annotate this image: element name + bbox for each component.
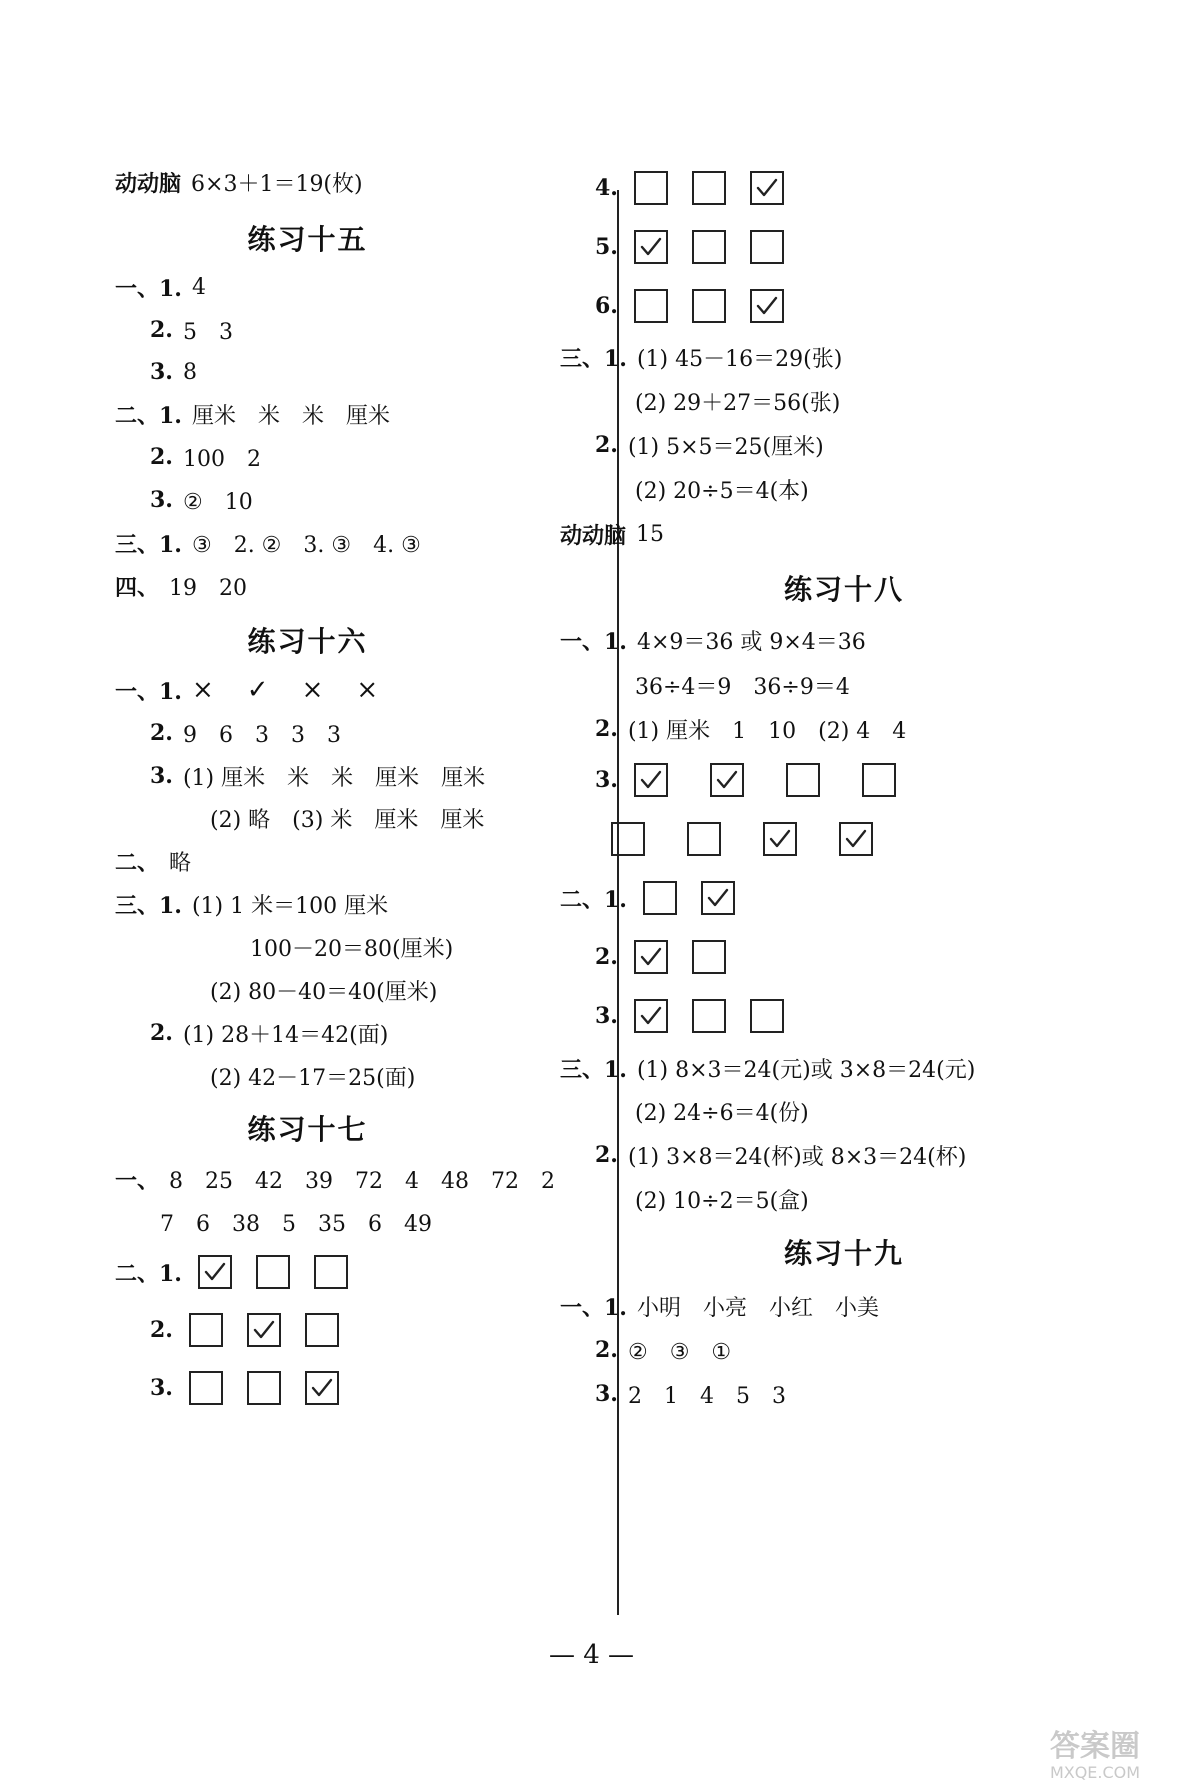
section-title-15: 练习十五 — [247, 223, 368, 256]
answer-row: 3. (1) 厘米 米 米 厘米 厘米 — [150, 763, 486, 791]
box-row — [115, 1252, 372, 1292]
answer-row: 二、1. 厘米 米 米 厘米 — [115, 402, 390, 429]
section-title-16: 练习十六 — [247, 625, 368, 658]
answer-boxes — [198, 1255, 372, 1289]
answer-row: 2. (1) 厘米 1 10 (2) 4 4 — [595, 716, 907, 744]
answer-row: 三、1. ③ 2. ② 3. ③ 4. ③ — [115, 531, 421, 558]
empty-box — [687, 822, 721, 856]
watermark-logo — [1025, 1722, 1165, 1782]
answer-row: 一、1. 4 — [115, 274, 206, 302]
item-number: 3. — [150, 1375, 173, 1401]
checkmark-icon — [842, 825, 870, 853]
answer-row: 三、1. (1) 1 米＝100 厘米 — [115, 892, 389, 919]
answer-boxes — [634, 763, 938, 797]
empty-box — [862, 763, 896, 797]
intro-line — [115, 162, 363, 202]
answer-row: 3. 2 1 4 5 3 — [595, 1381, 786, 1409]
empty-box — [692, 940, 726, 974]
item-number: 3. — [595, 767, 618, 793]
empty-box — [643, 881, 677, 915]
empty-box — [750, 999, 784, 1033]
checked-box — [634, 763, 668, 797]
empty-box — [189, 1313, 223, 1347]
mark: × — [191, 675, 214, 705]
answer-row: 7 6 38 5 35 6 49 — [160, 1211, 432, 1237]
box-row — [150, 1310, 363, 1350]
checked-box — [305, 1371, 339, 1405]
box-row — [595, 286, 808, 326]
watermark-url: MXQE.COM — [1049, 1763, 1141, 1782]
answer-row: (2) 24÷6＝4(份) — [635, 1100, 809, 1126]
answer-row: 2. ② ③ ① — [595, 1337, 732, 1365]
empty-box — [750, 230, 784, 264]
section-title-19: 练习十九 — [783, 1237, 904, 1270]
checked-box — [710, 763, 744, 797]
answer-row: (2) 20÷5＝4(本) — [635, 478, 809, 504]
empty-box — [314, 1255, 348, 1289]
box-row — [595, 760, 938, 800]
section-title-17: 练习十七 — [247, 1113, 368, 1146]
checked-box — [839, 822, 873, 856]
item-number: 二、1. — [115, 1260, 182, 1287]
box-row — [595, 996, 808, 1036]
answer-row: 三、1. (1) 45－16＝29(张) — [560, 345, 843, 372]
box-row — [595, 168, 808, 208]
empty-box — [634, 289, 668, 323]
checkmark-icon — [704, 884, 732, 912]
item-number: 二、1. — [560, 886, 627, 913]
checked-box — [634, 940, 668, 974]
answer-row: 2. (1) 3×8＝24(杯)或 8×3＝24(杯) — [595, 1142, 967, 1170]
box-row — [595, 819, 915, 859]
checkmark-icon — [637, 943, 665, 971]
answer-row: 四、 19 20 — [115, 574, 248, 601]
item-number: 2. — [595, 944, 618, 970]
answer-row: 2. (1) 5×5＝25(厘米) — [595, 432, 824, 460]
checked-box — [750, 289, 784, 323]
checkmark-icon — [637, 1002, 665, 1030]
answer-row: 一、 8 25 42 39 72 4 48 72 2 — [115, 1167, 555, 1194]
answer-row: 2. 5 3 — [150, 317, 233, 345]
checkmark-icon — [201, 1258, 229, 1286]
intro-label: 动动脑 — [115, 170, 182, 197]
mark: × — [301, 675, 324, 705]
empty-box — [305, 1313, 339, 1347]
answer-boxes — [643, 881, 759, 915]
box-row — [595, 227, 808, 267]
mark: ✓ — [246, 675, 269, 705]
answer-boxes — [189, 1313, 363, 1347]
box-row — [595, 937, 750, 977]
empty-box — [256, 1255, 290, 1289]
answer-row: 二、 略 — [115, 849, 192, 876]
box-row — [560, 878, 759, 918]
checked-box — [750, 171, 784, 205]
watermark-text: 答案圈 — [1050, 1729, 1140, 1764]
checkmark-icon — [308, 1374, 336, 1402]
answer-row: (2) 10÷2＝5(盒) — [635, 1188, 809, 1214]
item-number: 2. — [150, 1317, 173, 1343]
checked-box — [634, 999, 668, 1033]
page-number: — 4 — — [548, 1640, 635, 1670]
true-false-marks — [192, 675, 404, 705]
answer-row: 3. 8 — [150, 359, 197, 385]
section-title-18: 练习十八 — [783, 573, 904, 606]
checkmark-icon — [753, 292, 781, 320]
empty-box — [611, 822, 645, 856]
answer-row: 一、1. × ✓ × × — [115, 670, 404, 710]
empty-box — [692, 999, 726, 1033]
answer-boxes — [611, 822, 915, 856]
checked-box — [763, 822, 797, 856]
box-row — [150, 1368, 363, 1408]
answer-row: 2. 9 6 3 3 3 — [150, 720, 341, 748]
answer-row: 100－20＝80(厘米) — [250, 936, 454, 962]
answer-row: 一、1. 小明 小亮 小红 小美 — [560, 1294, 879, 1321]
checked-box — [247, 1313, 281, 1347]
empty-box — [786, 763, 820, 797]
answer-row: 2. 100 2 — [150, 444, 261, 472]
empty-box — [692, 230, 726, 264]
answer-row: (2) 略 (3) 米 厘米 厘米 — [210, 807, 485, 833]
answer-boxes — [634, 171, 808, 205]
checkmark-icon — [637, 766, 665, 794]
checkmark-icon — [250, 1316, 278, 1344]
answer-row: 3. ② 10 — [150, 487, 253, 515]
answer-row: 36÷4＝9 36÷9＝4 — [635, 674, 850, 700]
answer-row: 动动脑 15 — [560, 521, 665, 549]
checkmark-icon — [637, 233, 665, 261]
answer-row: (2) 80－40＝40(厘米) — [210, 979, 438, 1005]
answer-row: 三、1. (1) 8×3＝24(元)或 3×8＝24(元) — [560, 1056, 976, 1083]
item-number: 3. — [595, 1003, 618, 1029]
checked-box — [634, 230, 668, 264]
answer-boxes — [634, 940, 750, 974]
item-number: 6. — [595, 293, 618, 319]
item-number: 4. — [595, 175, 618, 201]
empty-box — [634, 171, 668, 205]
answer-row: (2) 42－17＝25(面) — [210, 1065, 416, 1091]
answer-row: (2) 29＋27＝56(张) — [635, 390, 841, 416]
empty-box — [692, 171, 726, 205]
mark: × — [356, 675, 379, 705]
answer-boxes — [189, 1371, 363, 1405]
checked-box — [198, 1255, 232, 1289]
checkmark-icon — [766, 825, 794, 853]
item-number: 5. — [595, 234, 618, 260]
answer-boxes — [634, 230, 808, 264]
answer-row: 一、1. 4×9＝36 或 9×4＝36 — [560, 628, 866, 655]
checkmark-icon — [713, 766, 741, 794]
empty-box — [247, 1371, 281, 1405]
checkmark-icon — [753, 174, 781, 202]
answer-row: 2. (1) 28＋14＝42(面) — [150, 1020, 389, 1048]
answer-boxes — [634, 999, 808, 1033]
empty-box — [692, 289, 726, 323]
answer-boxes — [634, 289, 808, 323]
checked-box — [701, 881, 735, 915]
intro-text: 6×3＋1＝19(枚) — [191, 171, 363, 197]
empty-box — [189, 1371, 223, 1405]
